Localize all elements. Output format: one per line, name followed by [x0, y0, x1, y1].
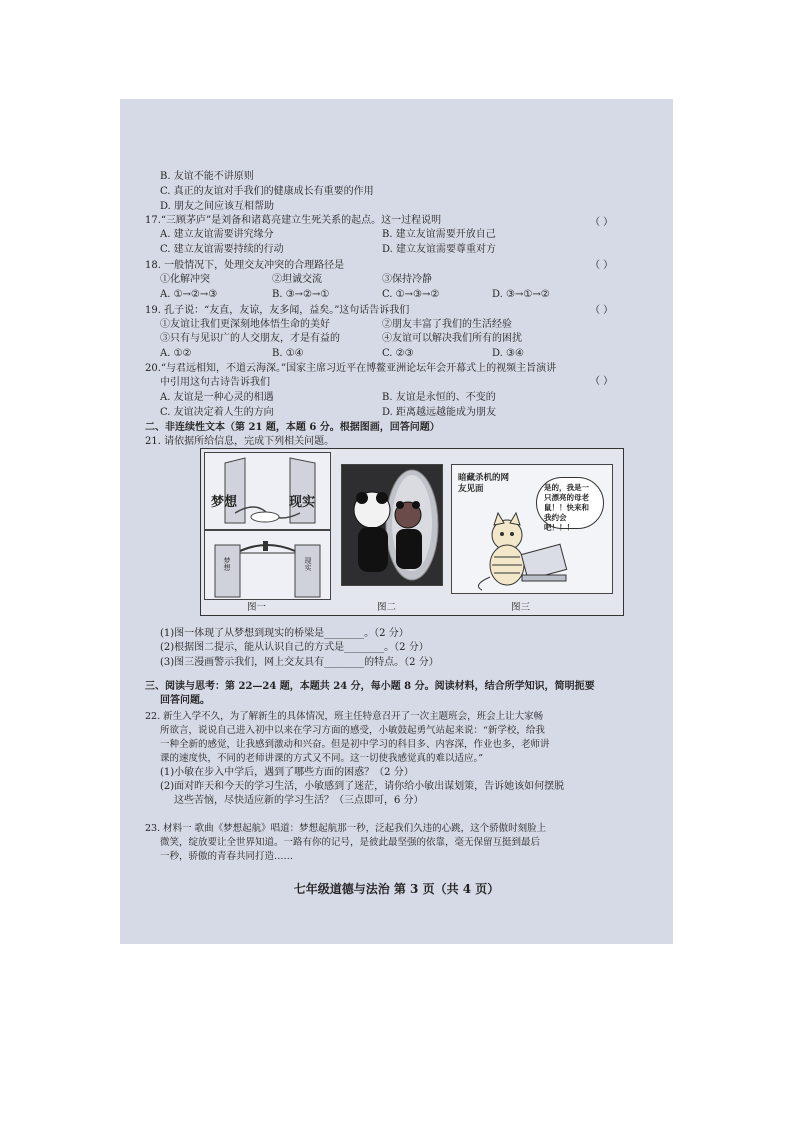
q22-material-line2: 所欲言，说说自己进入初中以来在学习方面的感受，小敏鼓起勇气站起来说：“新学校，给我 [160, 725, 545, 736]
q20-option-c: C. 友谊决定着人生的方向 [160, 407, 274, 418]
q22-part1: (1)小敏在步入中学后，遇到了哪些方面的困惑？（2 分） [160, 767, 414, 778]
q19-option-b: B. ①④ [272, 348, 304, 359]
fig1-reality-label: 现实 [289, 495, 316, 510]
page-footer: 七年级道德与法治 第 3 页（共 4 页） [293, 882, 500, 896]
q17-stem: 17.“三顾茅庐”是刘备和诸葛亮建立生死关系的起点。这一过程说明 [145, 215, 442, 226]
q17-option-a: A. 建立友谊需要讲究缘分 [160, 229, 274, 240]
q18-answer-paren: （ ） [590, 260, 614, 271]
q20-option-b: B. 友谊是永恒的、不变的 [382, 392, 496, 403]
q17-option-c: C. 建立友谊需要持续的行动 [160, 244, 284, 255]
q19-answer-paren: （ ） [590, 305, 614, 316]
q18-option-b: B. ③→②→① [272, 289, 330, 300]
q22-part2-line1: (2)面对昨天和今天的学习生活，小敏感到了迷茫，请你给小敏出谋划策，告诉她该如何摆脱 [160, 781, 565, 792]
q22-material-line4: 课的速度快，不同的老师讲课的方式又不同。这一切使我感觉真的难以适应。” [160, 753, 484, 764]
q21-stem: 21. 请依据所给信息，完成下列相关问题。 [145, 436, 335, 447]
figure-3 [451, 464, 613, 594]
q19-item-1: ①友谊让我们更深刻地体悟生命的美好 [160, 319, 330, 330]
q16-option-c: C. 真正的友谊对手我们的健康成长有重要的作用 [160, 186, 374, 197]
q21-part1: (1)图一体现了从梦想到现实的桥梁是________。（2 分） [160, 628, 409, 639]
q20-option-d: D. 距离越远越能成为朋友 [382, 407, 497, 418]
q19-option-d: D. ③④ [492, 348, 524, 359]
q23-material-line3: 一秒，骄傲的青春共同打造…… [160, 851, 294, 862]
q18-item-2: ②坦诚交流 [272, 274, 322, 285]
cat-laptop-illustration [452, 465, 612, 593]
fig1-bottom-dream-label: 梦想 [223, 557, 231, 571]
q19-item-4: ④友谊可以解决我们所有的困扰 [382, 333, 522, 344]
fig3-caption: 暗藏杀机的网友见面 [458, 473, 510, 494]
figure-3-label: 图三 [511, 602, 531, 613]
q19-option-a: A. ①② [160, 348, 192, 359]
section-3-heading: 三、阅读与思考：第 22—24 题，本题共 24 分，每小题 8 分。阅读材料，结合所学知识，简明扼要 [145, 681, 595, 692]
q16-option-d: D. 朋友之间应该互相帮助 [160, 201, 275, 212]
q20-stem-line2: 中引用这句古诗告诉我们 [160, 377, 270, 388]
figure-1-label: 图一 [247, 602, 267, 613]
figure-1-top [204, 452, 331, 530]
q19-item-3: ③只有与见识广的人交朋友，才是有益的 [160, 333, 340, 344]
fig1-dream-label: 梦想 [211, 495, 238, 510]
section-3-heading-cont: 回答问题。 [160, 695, 210, 706]
q22-material-line3: 一种全新的感觉，让我感到激动和兴奋。但是初中学习的科目多、内容深，作业也多，老师讲 [160, 739, 550, 750]
q21-part2: (2)根据图二提示，能从认识自己的方式是________。（2 分） [160, 642, 429, 653]
q20-stem-line1: 20.“与君远相知，不道云海深。”国家主席习近平在博鳌亚洲论坛年会开幕式上的视频主旨演讲 [145, 363, 557, 374]
q22-part2-line2: 这些苦恼，尽快适应新的学习生活？（三点即可，6 分） [174, 795, 424, 806]
figure-2-label: 图二 [377, 602, 397, 613]
q17-option-b: B. 建立友谊需要开放自己 [382, 229, 496, 240]
section-2-heading: 二、非连续性文本（第 21 题，本题 6 分。根据图画，回答问题） [145, 422, 440, 433]
q20-answer-paren: （ ） [590, 376, 614, 387]
panda-mirror-illustration [342, 465, 442, 585]
q23-material-line2: 微笑，绽放要让全世界知道。一路有你的记号，是彼此最坚强的依靠，毫无保留互挺到最后 [160, 837, 541, 848]
q19-option-c: C. ②③ [382, 348, 414, 359]
figure-1-bottom [204, 530, 331, 600]
q19-stem: 19. 孔子说：“友直，友谅，友多闻，益矣。”这句话告诉我们 [145, 305, 410, 316]
q19-item-2: ②朋友丰富了我们的生活经验 [382, 319, 512, 330]
q18-item-1: ①化解冲突 [160, 274, 210, 285]
fig3-speech-text: 是的，我是一只漂亮的母老鼠！！快来和我约会吧！！！ [544, 483, 589, 532]
q23-material-line1: 23. 材料一 歌曲《梦想起航》唱道：梦想起航那一秒，泛起我们久违的心跳，这个骄傲时刻脸上 [145, 823, 547, 834]
q17-answer-paren: （ ） [590, 217, 614, 228]
q21-part3: (3)图三漫画警示我们，网上交友具有________的特点。（2 分） [160, 657, 439, 668]
q18-option-c: C. ①→③→② [382, 289, 440, 300]
q22-material-line1: 22. 新生入学不久，为了解新生的具体情况，班主任特意召开了一次主题班会，班会上让大家畅 [145, 711, 544, 722]
comic-strip [200, 448, 624, 616]
fig1-bottom-reality-label: 现实 [304, 557, 312, 571]
q20-option-a: A. 友谊是一种心灵的相遇 [160, 392, 274, 403]
q17-option-d: D. 建立友谊需要尊重对方 [382, 244, 497, 255]
q18-option-d: D. ③→①→② [492, 289, 550, 300]
exam-page [120, 99, 673, 944]
q18-item-3: ③保持冷静 [382, 274, 432, 285]
figure-2 [341, 464, 443, 586]
q16-option-b: B. 友谊不能不讲原则 [160, 171, 254, 182]
q18-stem: 18. 一般情况下，处理交友冲突的合理路径是 [145, 260, 345, 271]
q18-option-a: A. ①→②→③ [160, 289, 218, 300]
